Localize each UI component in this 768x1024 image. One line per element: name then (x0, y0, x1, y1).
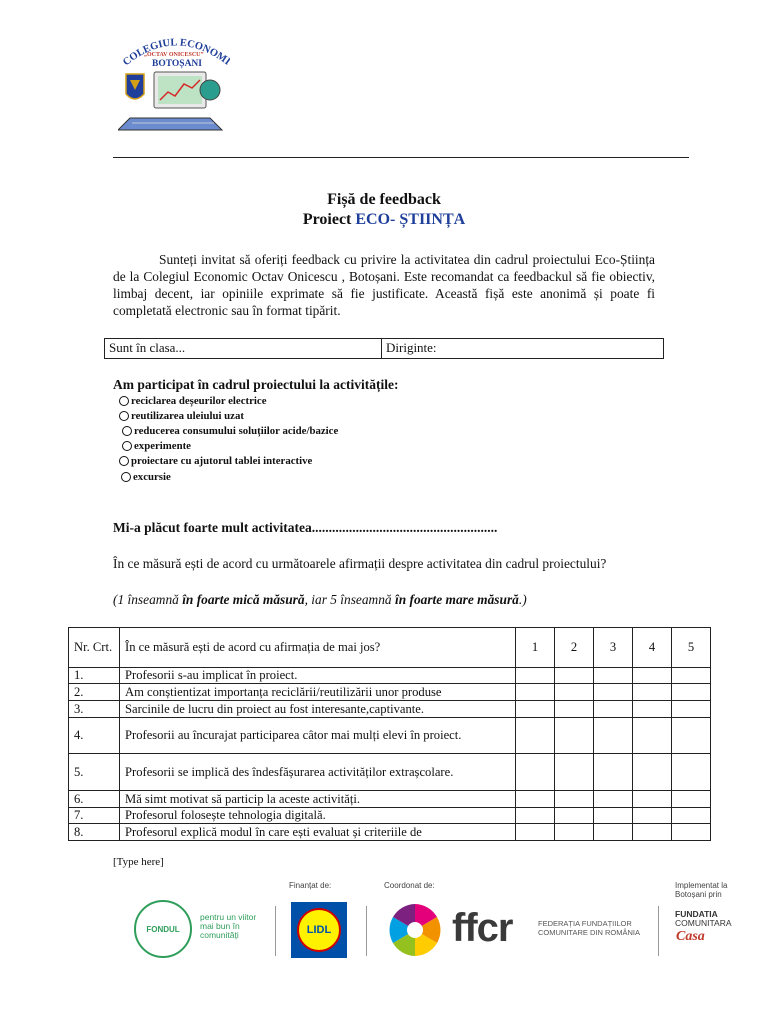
rating-cell[interactable] (594, 701, 633, 718)
rating-cell[interactable] (555, 824, 594, 841)
rating-cell[interactable] (672, 684, 711, 701)
rating-cell[interactable] (555, 701, 594, 718)
rating-cell[interactable] (555, 754, 594, 791)
fc-line2: COMUNITARA (675, 918, 732, 928)
activity-option[interactable] (121, 469, 338, 484)
rating-cell[interactable] (594, 684, 633, 701)
fc-line1: FUNDATIA (675, 909, 718, 919)
header-divider (113, 157, 689, 158)
rating-cell[interactable] (516, 808, 555, 824)
rating-cell[interactable] (555, 808, 594, 824)
project-title-prefix: Proiect (302, 211, 356, 228)
lidl-logo (291, 902, 347, 958)
radio-circle-icon[interactable] (119, 456, 129, 466)
rating-cell[interactable] (555, 791, 594, 808)
table-row (69, 808, 711, 824)
header-question: În ce măsură ești de acord cu afirmația de mai jos? (120, 628, 516, 668)
rating-cell[interactable] (516, 684, 555, 701)
lidl-logo-text: LIDL (297, 908, 341, 952)
ffcr-wordmark: ffcr (452, 906, 513, 950)
row-nr: 8. (69, 824, 120, 841)
activity-option[interactable] (122, 439, 338, 454)
table-row (69, 684, 711, 701)
rating-cell[interactable] (672, 824, 711, 841)
rating-cell[interactable] (555, 684, 594, 701)
table-row (69, 791, 711, 808)
keyboard-icon (118, 118, 222, 130)
rating-cell[interactable] (516, 668, 555, 684)
row-statement: Profesorii se implică des îndesfășurarea activităților extrașcolare. (120, 754, 516, 791)
row-statement: Profesorii s-au implicat în proiect. (120, 668, 516, 684)
intro-paragraph: Sunteți invitat să oferiți feedback cu privire la activitatea din cadrul proiectului Eco-Știința de la Colegiul Economic Octav Onicescu , Botoșani. Este recomandat ca feedbackul să fie obiectiv, limbaj decent, iar opiniile exprimate să fie justificate. Această fișă este anonimă și poate fi completată electronic sau în format tipărit. (113, 252, 655, 318)
activity-option[interactable] (119, 393, 338, 408)
casa-logo: Casa (676, 929, 705, 944)
header-scale-5: 5 (672, 628, 711, 668)
radio-circle-icon[interactable] (122, 426, 132, 436)
rating-cell[interactable] (633, 718, 672, 754)
activities-list (119, 393, 338, 484)
scale-note: (1 înseamnă în foarte mică măsură, iar 5 înseamnă în foarte mare măsură.) (113, 592, 527, 607)
row-nr: 5. (69, 754, 120, 791)
rating-cell[interactable] (633, 824, 672, 841)
ffcr-flower-icon (384, 902, 446, 958)
header-scale-2: 2 (555, 628, 594, 668)
rating-cell[interactable] (594, 791, 633, 808)
rating-cell[interactable] (672, 718, 711, 754)
rating-cell[interactable] (672, 791, 711, 808)
footer-divider (658, 906, 659, 956)
rating-cell[interactable] (516, 824, 555, 841)
table-row (69, 718, 711, 754)
fondul-logo-text: FONDUL (146, 924, 180, 934)
footer-divider (366, 906, 367, 956)
teacher-field[interactable]: Diriginte: (386, 340, 437, 355)
financed-label: Finanțat de: (289, 881, 332, 890)
header-nr: Nr. Crt. (69, 628, 120, 668)
footer-divider (275, 906, 276, 956)
row-statement: Profesorii au încurajat participarea câtor mai mulți elevi în proiect. (120, 718, 516, 754)
rating-cell[interactable] (516, 701, 555, 718)
rating-cell[interactable] (633, 754, 672, 791)
rating-cell[interactable] (633, 668, 672, 684)
rating-cell[interactable] (516, 791, 555, 808)
activity-option[interactable] (119, 408, 338, 423)
header-scale-4: 4 (633, 628, 672, 668)
rating-cell[interactable] (672, 808, 711, 824)
fondul-logo (134, 900, 192, 958)
table-row (69, 824, 711, 841)
document-title: Fișă de feedback (327, 191, 441, 208)
class-field[interactable]: Sunt în clasa... (105, 339, 382, 358)
rating-cell[interactable] (633, 701, 672, 718)
coordinated-label: Coordonat de: (384, 881, 435, 890)
row-statement: Profesorul explică modul în care ești evaluat și criteriile de (120, 824, 516, 841)
table-row (69, 668, 711, 684)
table-row (69, 701, 711, 718)
scale-low: în foarte mică măsură (182, 592, 305, 607)
scale-high: în foarte mare măsură (394, 592, 519, 607)
radio-circle-icon[interactable] (121, 472, 131, 482)
class-info-box (104, 338, 664, 359)
row-nr: 3. (69, 701, 120, 718)
school-logo (118, 26, 230, 138)
ffcr-subtitle: FEDERAȚIA FUNDAȚIILOR COMUNITARE DIN ROMÂNIA (538, 919, 640, 937)
activity-label: reutilizarea uleiului uzat (131, 409, 244, 422)
row-statement: Am conștientizat importanța reciclării/reutilizării unor produse (120, 684, 516, 701)
row-nr: 1. (69, 668, 120, 684)
row-statement: Sarcinile de lucru din proiect au fost interesante,captivante. (120, 701, 516, 718)
rating-cell[interactable] (516, 754, 555, 791)
activities-heading: Am participat în cadrul proiectului la activitățile: (113, 377, 399, 392)
project-title (0, 211, 768, 229)
row-nr: 7. (69, 808, 120, 824)
radio-circle-icon[interactable] (119, 411, 129, 421)
activity-label: reducerea consumului soluțiilor acide/bazice (134, 424, 339, 437)
rating-cell[interactable] (672, 701, 711, 718)
rating-cell[interactable] (555, 718, 594, 754)
activity-label: reciclarea deșeurilor electrice (131, 394, 267, 407)
rating-cell[interactable] (594, 808, 633, 824)
row-statement: Mă simt motivat să particip la aceste activități. (120, 791, 516, 808)
fondul-tagline: pentru un viitor mai bun în comunități (200, 912, 257, 940)
rating-cell[interactable] (672, 754, 711, 791)
rating-cell[interactable] (594, 668, 633, 684)
activity-label: excursie (133, 470, 171, 483)
table-row (69, 754, 711, 791)
header-scale-3: 3 (594, 628, 633, 668)
activity-option[interactable] (119, 454, 338, 469)
rating-cell[interactable] (516, 718, 555, 754)
footer-placeholder: [Type here] (113, 856, 164, 868)
liked-activity-prompt: Mi-a plăcut foarte mult activitatea....................................................... (113, 520, 498, 535)
logo-line1: COLEGIUL ECONOM (121, 37, 229, 69)
radio-circle-icon[interactable] (119, 396, 129, 406)
project-name: ECO- ȘTIINȚA (355, 211, 466, 228)
row-nr: 2. (69, 684, 120, 701)
activity-label: proiectare cu ajutorul tablei interactive (131, 455, 313, 468)
fundatia-comunitara-logo (675, 910, 755, 928)
logo-line3: BOTOȘANI (152, 59, 202, 69)
school-logo-graphic (118, 26, 230, 138)
rating-cell[interactable] (555, 668, 594, 684)
row-statement: Profesorul folosește tehnologia digitală. (120, 808, 516, 824)
row-nr: 6. (69, 791, 120, 808)
rating-table (68, 627, 711, 841)
row-nr: 4. (69, 718, 120, 754)
activity-option[interactable] (122, 423, 338, 438)
activity-label: experimente (134, 440, 191, 453)
logo-line2: „OCTAV ONICESCU” (144, 52, 204, 58)
rating-cell[interactable] (594, 824, 633, 841)
rating-cell[interactable] (594, 754, 633, 791)
table-header-row (69, 628, 711, 668)
implemented-label: Implementat la Botoșani prin (675, 881, 728, 899)
rating-cell[interactable] (633, 808, 672, 824)
rating-cell[interactable] (633, 684, 672, 701)
agreement-question: În ce măsură ești de acord cu următoarele afirmații despre activitatea din cadrul proiectului? (113, 556, 607, 571)
header-scale-1: 1 (516, 628, 555, 668)
radio-circle-icon[interactable] (122, 441, 132, 451)
rating-cell[interactable] (594, 718, 633, 754)
rating-cell[interactable] (672, 668, 711, 684)
rating-cell[interactable] (633, 791, 672, 808)
